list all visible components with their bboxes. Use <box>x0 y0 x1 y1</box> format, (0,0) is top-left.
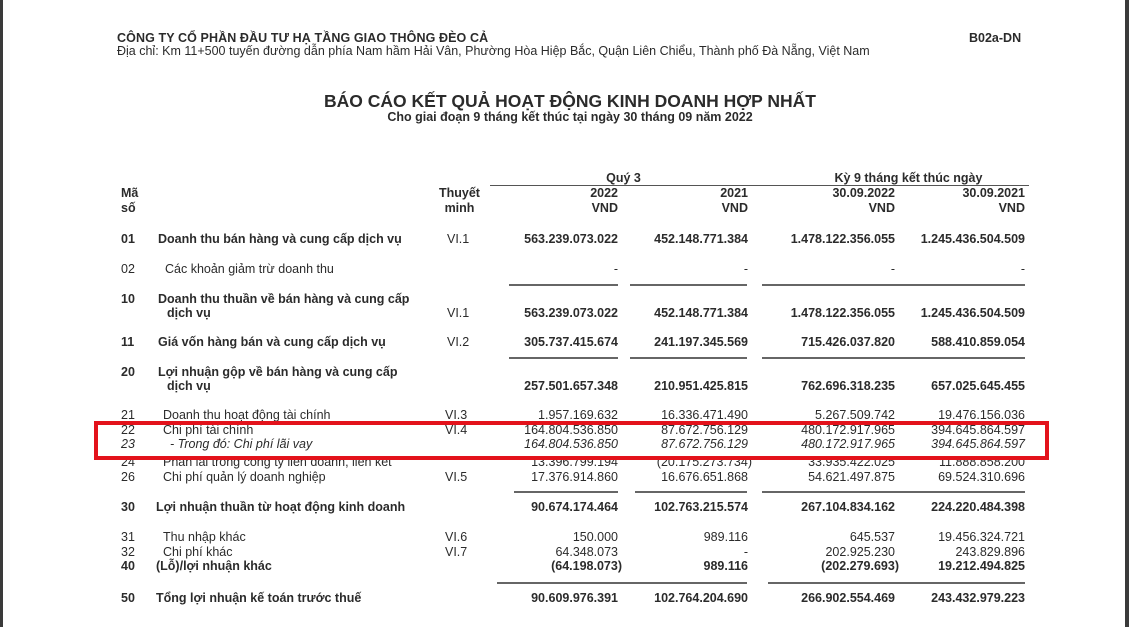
row-value-9m-2022: 267.104.834.162 <box>801 500 895 514</box>
row-label: Thu nhập khác <box>163 530 246 544</box>
col-header-c3-year: 30.09.2022 <box>832 186 895 200</box>
row-value-q3-2021: 210.951.425.815 <box>654 379 748 393</box>
col-group-q3: Quý 3 <box>606 171 641 185</box>
row-note: VI.5 <box>445 470 468 484</box>
row-label: Tổng lợi nhuận kế toán trước thuế <box>156 591 362 605</box>
row-value-9m-2021: 657.025.645.455 <box>931 379 1025 393</box>
col-group-9m: Kỳ 9 tháng kết thúc ngày <box>834 171 983 185</box>
row-value-q3-2022: 563.239.073.022 <box>524 232 618 246</box>
row-value-q3-2021: 16.336.471.490 <box>661 408 748 422</box>
row-code: 22 <box>121 423 135 437</box>
row-code: 11 <box>121 335 135 349</box>
row-note: VI.1 <box>447 306 470 320</box>
row-value-q3-2022: 64.348.073 <box>555 545 618 559</box>
row-value-q3-2021: 87.672.756.129 <box>661 423 748 437</box>
row-value-9m-2021: 69.524.310.696 <box>938 470 1025 484</box>
row-value-9m-2021: 19.476.156.036 <box>938 408 1025 422</box>
row-label: Chi phí khác <box>163 545 233 559</box>
row-value-q3-2022: 563.239.073.022 <box>524 306 618 320</box>
subtotal-rule <box>762 491 894 493</box>
row-value-9m-2021: 11.888.858.200 <box>939 455 1025 469</box>
row-value-q3-2021: 102.764.204.690 <box>654 591 748 605</box>
col-header-note-1: Thuyết <box>439 186 480 200</box>
subtotal-rule <box>630 357 747 359</box>
company-address: Địa chỉ: Km 11+500 tuyến đường dẫn phía Nam hầm Hải Vân, Phường Hòa Hiệp Bắc, Quận Liên Chiểu, Thành phố Đà Nẵng, Việt Nam <box>117 44 870 58</box>
col-header-code-2: số <box>121 201 136 215</box>
row-code: 32 <box>121 545 135 559</box>
row-value-9m-2022: 1.478.122.356.055 <box>790 306 895 320</box>
row-value-q3-2022: - <box>613 262 618 276</box>
row-value-9m-2022: 266.902.554.469 <box>801 591 895 605</box>
col-header-c1-year: 2022 <box>590 186 618 200</box>
report-subtitle: Cho giai đoạn 9 tháng kết thúc tại ngày 30 tháng 09 năm 2022 <box>387 110 753 124</box>
subtotal-rule <box>882 357 1025 359</box>
row-note: VI.7 <box>445 545 468 559</box>
row-note: VI.1 <box>447 232 470 246</box>
row-value-q3-2021: 452.148.771.384 <box>654 232 748 246</box>
row-value-9m-2022: 54.621.497.875 <box>808 470 895 484</box>
row-code: 26 <box>121 470 135 484</box>
row-code: 50 <box>121 591 135 605</box>
row-code: 21 <box>121 408 135 422</box>
row-value-q3-2021: 989.116 <box>703 530 748 544</box>
row-value-q3-2022: 150.000 <box>572 530 618 544</box>
company-name: CÔNG TY CỔ PHẦN ĐẦU TƯ HẠ TẦNG GIAO THÔNG ĐÈO CẢ <box>117 31 489 45</box>
subtotal-rule <box>497 582 622 584</box>
row-label: (Lỗ)/lợi nhuận khác <box>156 559 272 573</box>
row-value-9m-2021: 243.432.979.223 <box>931 591 1025 605</box>
col-header-c3-currency: VND <box>868 201 895 215</box>
row-value-9m-2022: 645.537 <box>849 530 895 544</box>
row-value-q3-2022: (64.198.073) <box>551 559 622 573</box>
report-title: BÁO CÁO KẾT QUẢ HOẠT ĐỘNG KINH DOANH HỢP NHẤT <box>324 91 816 111</box>
row-value-9m-2021: 243.829.896 <box>955 545 1025 559</box>
row-value-q3-2021: - <box>743 262 748 276</box>
row-value-q3-2022: 305.737.415.674 <box>524 335 618 349</box>
row-value-9m-2021: 1.245.436.504.509 <box>920 306 1025 320</box>
row-value-q3-2022: 17.376.914.860 <box>531 470 618 484</box>
row-value-q3-2022: 90.609.976.391 <box>531 591 618 605</box>
row-value-9m-2021: 19.456.324.721 <box>938 530 1025 544</box>
row-value-9m-2021: 394.645.864.597 <box>931 423 1025 437</box>
subtotal-rule <box>882 491 1025 493</box>
row-value-q3-2021: 87.672.756.129 <box>661 437 748 451</box>
row-value-9m-2021: 588.410.859.054 <box>931 335 1025 349</box>
row-label: Chi phí quản lý doanh nghiệp <box>163 470 326 484</box>
col-header-note-2: minh <box>444 201 475 215</box>
row-note: VI.2 <box>447 335 470 349</box>
row-code: 10 <box>121 292 135 306</box>
subtotal-rule <box>882 284 1025 286</box>
row-value-q3-2022: 164.804.536.850 <box>524 437 618 451</box>
subtotal-rule <box>762 357 894 359</box>
row-value-q3-2022: 13.396.799.194 <box>531 455 618 469</box>
row-code: 24 <box>121 455 135 469</box>
row-value-q3-2022: 257.501.657.348 <box>524 379 618 393</box>
row-label: Doanh thu hoạt động tài chính <box>163 408 331 422</box>
row-value-9m-2022: 33.935.422.025 <box>808 455 895 469</box>
row-label: Doanh thu bán hàng và cung cấp dịch vụ <box>158 232 402 246</box>
col-header-c2-year: 2021 <box>720 186 748 200</box>
row-code: 20 <box>121 365 135 379</box>
row-label: - Trong đó: Chi phí lãi vay <box>170 437 313 451</box>
row-label: Phần lãi trong công ty liên doanh, liên kết <box>163 455 392 469</box>
row-value-q3-2022: 164.804.536.850 <box>524 423 618 437</box>
subtotal-rule <box>630 284 747 286</box>
row-value-q3-2021: - <box>743 545 748 559</box>
row-label: Lợi nhuận thuần từ hoạt động kinh doanh <box>156 500 406 514</box>
row-value-q3-2021: 989.116 <box>703 559 748 573</box>
row-label: Lợi nhuận gộp về bán hàng và cung cấp <box>158 365 398 379</box>
row-code: 01 <box>121 232 135 246</box>
row-value-9m-2021: 224.220.484.398 <box>931 500 1025 514</box>
row-label: Giá vốn hàng bán và cung cấp dịch vụ <box>158 335 386 349</box>
row-value-9m-2021: - <box>1020 262 1025 276</box>
row-code: 40 <box>121 559 135 573</box>
subtotal-rule <box>618 582 747 584</box>
subtotal-rule <box>514 491 618 493</box>
row-value-9m-2022: 480.172.917.965 <box>801 423 895 437</box>
col-header-c4-currency: VND <box>998 201 1025 215</box>
row-value-9m-2021: 1.245.436.504.509 <box>920 232 1025 246</box>
col-header-c1-currency: VND <box>591 201 618 215</box>
highlight-box-interest-expense <box>94 421 1049 460</box>
row-note: VI.4 <box>445 423 468 437</box>
row-code: 30 <box>121 500 135 514</box>
row-value-q3-2021: (20.175.273.734) <box>656 455 752 469</box>
row-value-q3-2021: 452.148.771.384 <box>654 306 748 320</box>
row-value-q3-2021: 16.676.651.868 <box>661 470 748 484</box>
row-label: Doanh thu thuần về bán hàng và cung cấp <box>158 292 410 306</box>
row-value-9m-2022: 480.172.917.965 <box>801 437 895 451</box>
row-code: 31 <box>121 530 135 544</box>
subtotal-rule <box>762 284 894 286</box>
row-value-9m-2022: 762.696.318.235 <box>801 379 895 393</box>
form-code: B02a-DN <box>969 31 1022 45</box>
row-value-9m-2022: - <box>890 262 895 276</box>
row-value-9m-2022: 5.267.509.742 <box>815 408 895 422</box>
col-header-c4-year: 30.09.2021 <box>962 186 1025 200</box>
subtotal-rule <box>635 491 747 493</box>
row-value-q3-2022: 1.957.169.632 <box>538 408 618 422</box>
row-label: Các khoản giảm trừ doanh thu <box>165 262 334 276</box>
row-value-9m-2021: 394.645.864.597 <box>931 437 1025 451</box>
row-label-cont: dịch vụ <box>167 306 211 320</box>
row-value-q3-2022: 90.674.174.464 <box>531 500 618 514</box>
col-header-code-1: Mã <box>121 186 139 200</box>
col-header-c2-currency: VND <box>721 201 748 215</box>
row-value-9m-2022: (202.279.693) <box>821 559 899 573</box>
row-note: VI.3 <box>445 408 468 422</box>
row-value-9m-2022: 1.478.122.356.055 <box>790 232 895 246</box>
row-value-9m-2022: 715.426.037.820 <box>801 335 895 349</box>
row-note: VI.6 <box>445 530 468 544</box>
row-code: 02 <box>121 262 135 276</box>
row-value-q3-2021: 241.197.345.569 <box>654 335 748 349</box>
subtotal-rule <box>509 284 618 286</box>
row-label: Chi phí tài chính <box>163 423 254 437</box>
row-label-cont: dịch vụ <box>167 379 211 393</box>
row-code: 23 <box>121 437 135 451</box>
subtotal-rule <box>509 357 618 359</box>
subtotal-rule <box>768 582 898 584</box>
subtotal-rule <box>886 582 1025 584</box>
row-value-q3-2021: 102.763.215.574 <box>654 500 748 514</box>
row-value-9m-2022: 202.925.230 <box>825 545 895 559</box>
row-value-9m-2021: 19.212.494.825 <box>938 559 1025 573</box>
